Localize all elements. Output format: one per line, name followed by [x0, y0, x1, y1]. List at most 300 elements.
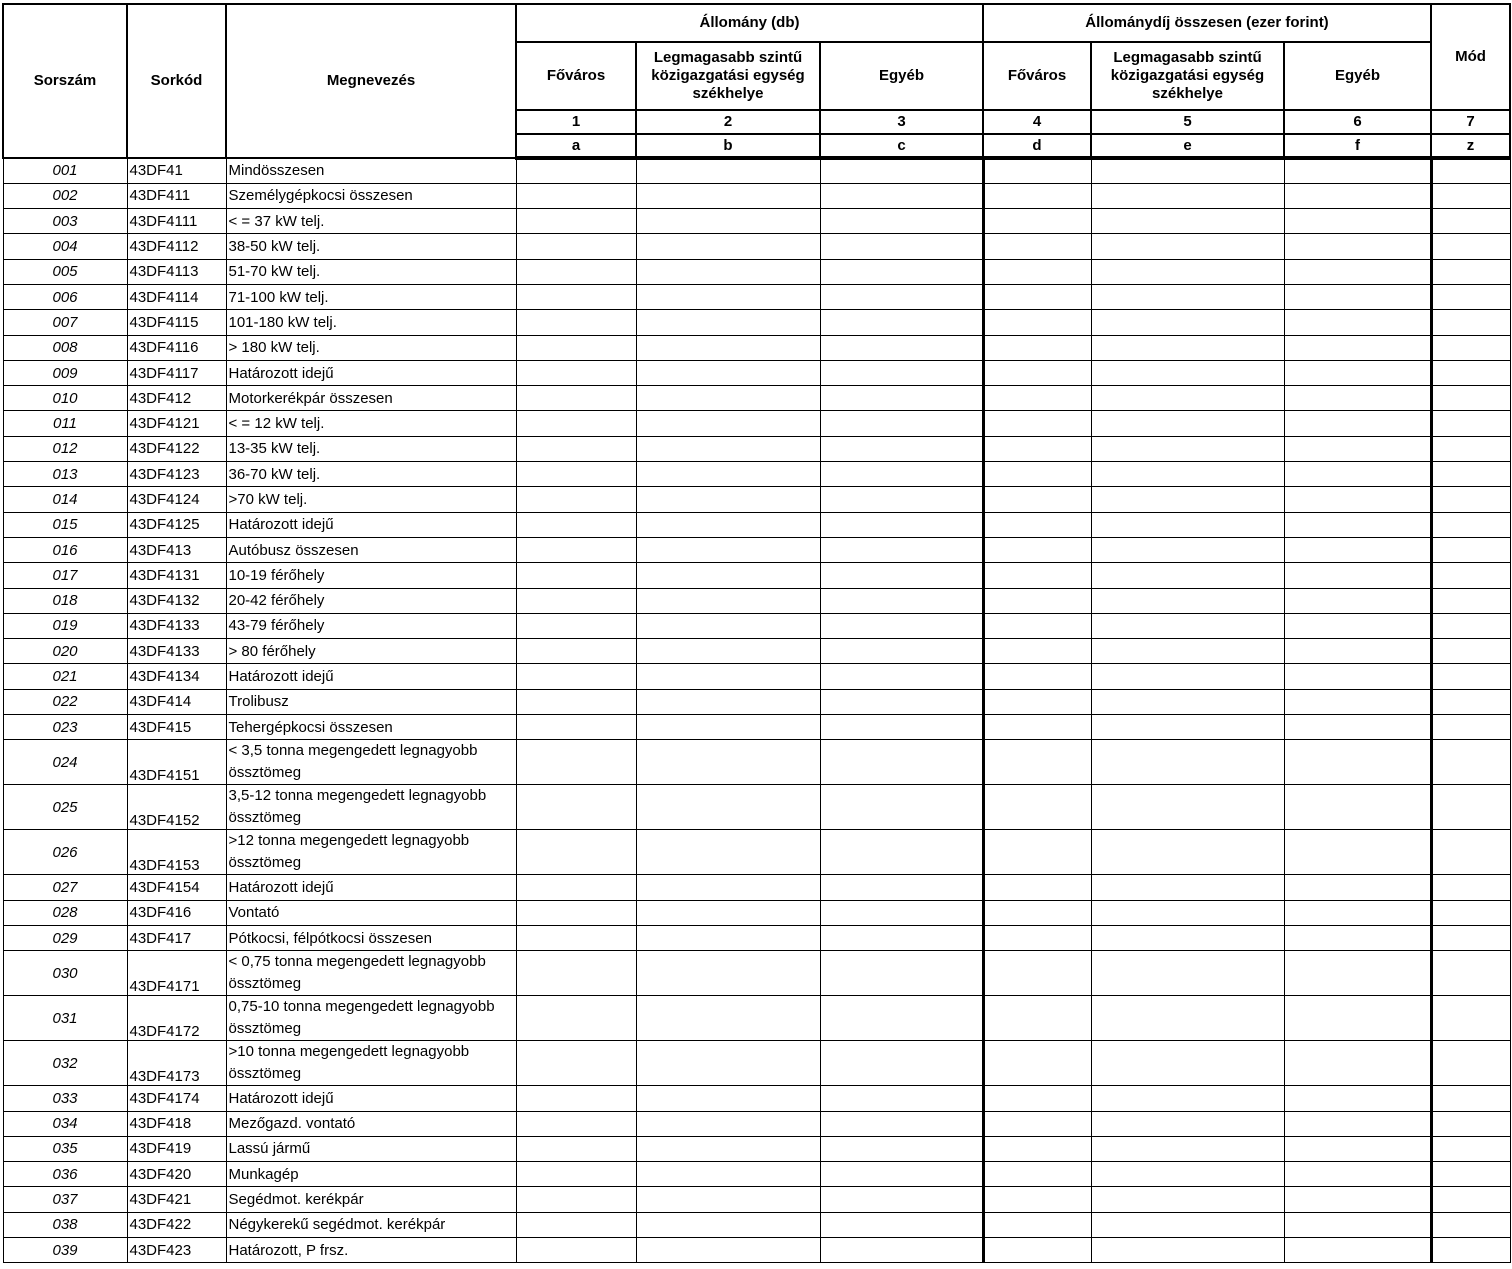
input-cell-egyeb-dij[interactable] — [1284, 875, 1431, 900]
input-cell-egyeb-db[interactable] — [820, 875, 983, 900]
input-cell-fovaros-dij[interactable] — [983, 284, 1091, 309]
input-cell-egyeb-db[interactable] — [820, 284, 983, 309]
input-cell-legmagasabb-dij[interactable] — [1091, 411, 1284, 436]
input-cell-fovaros-db[interactable] — [516, 234, 636, 259]
input-cell-legmagasabb-dij[interactable] — [1091, 563, 1284, 588]
input-cell-mod[interactable] — [1431, 1111, 1510, 1136]
input-cell-legmagasabb-db[interactable] — [636, 689, 820, 714]
input-cell-fovaros-dij[interactable] — [983, 1162, 1091, 1187]
input-cell-legmagasabb-db[interactable] — [636, 310, 820, 335]
input-cell-legmagasabb-dij[interactable] — [1091, 209, 1284, 234]
input-cell-fovaros-db[interactable] — [516, 462, 636, 487]
input-cell-fovaros-dij[interactable] — [983, 925, 1091, 950]
input-cell-legmagasabb-dij[interactable] — [1091, 183, 1284, 208]
input-cell-fovaros-db[interactable] — [516, 875, 636, 900]
input-cell-legmagasabb-db[interactable] — [636, 1086, 820, 1111]
input-cell-mod[interactable] — [1431, 1041, 1510, 1086]
input-cell-mod[interactable] — [1431, 411, 1510, 436]
input-cell-egyeb-dij[interactable] — [1284, 487, 1431, 512]
input-cell-fovaros-db[interactable] — [516, 563, 636, 588]
input-cell-legmagasabb-db[interactable] — [636, 537, 820, 562]
input-cell-legmagasabb-dij[interactable] — [1091, 1162, 1284, 1187]
input-cell-legmagasabb-dij[interactable] — [1091, 1136, 1284, 1161]
input-cell-egyeb-db[interactable] — [820, 715, 983, 740]
input-cell-egyeb-dij[interactable] — [1284, 951, 1431, 996]
input-cell-legmagasabb-dij[interactable] — [1091, 588, 1284, 613]
input-cell-fovaros-dij[interactable] — [983, 310, 1091, 335]
input-cell-egyeb-db[interactable] — [820, 335, 983, 360]
input-cell-fovaros-dij[interactable] — [983, 1041, 1091, 1086]
input-cell-egyeb-dij[interactable] — [1284, 537, 1431, 562]
input-cell-legmagasabb-db[interactable] — [636, 436, 820, 461]
input-cell-legmagasabb-dij[interactable] — [1091, 335, 1284, 360]
input-cell-fovaros-dij[interactable] — [983, 1187, 1091, 1212]
input-cell-legmagasabb-dij[interactable] — [1091, 436, 1284, 461]
input-cell-egyeb-dij[interactable] — [1284, 1136, 1431, 1161]
input-cell-mod[interactable] — [1431, 537, 1510, 562]
row-sorkod: 43DF423 — [127, 1238, 226, 1263]
input-cell-mod[interactable] — [1431, 234, 1510, 259]
input-cell-egyeb-dij[interactable] — [1284, 900, 1431, 925]
input-cell-legmagasabb-dij[interactable] — [1091, 487, 1284, 512]
input-cell-fovaros-dij[interactable] — [983, 875, 1091, 900]
input-cell-fovaros-dij[interactable] — [983, 537, 1091, 562]
input-cell-fovaros-db[interactable] — [516, 1212, 636, 1237]
input-cell-egyeb-db[interactable] — [820, 436, 983, 461]
input-cell-fovaros-db[interactable] — [516, 925, 636, 950]
input-cell-fovaros-db[interactable] — [516, 1238, 636, 1263]
input-cell-egyeb-dij[interactable] — [1284, 259, 1431, 284]
input-cell-fovaros-dij[interactable] — [983, 209, 1091, 234]
input-cell-egyeb-db[interactable] — [820, 259, 983, 284]
input-cell-mod[interactable] — [1431, 436, 1510, 461]
input-cell-egyeb-db[interactable] — [820, 1238, 983, 1263]
input-cell-egyeb-db[interactable] — [820, 1086, 983, 1111]
input-cell-mod[interactable] — [1431, 830, 1510, 875]
input-cell-fovaros-db[interactable] — [516, 830, 636, 875]
input-cell-fovaros-dij[interactable] — [983, 462, 1091, 487]
input-cell-egyeb-dij[interactable] — [1284, 740, 1431, 785]
input-cell-fovaros-dij[interactable] — [983, 900, 1091, 925]
input-cell-fovaros-dij[interactable] — [983, 785, 1091, 830]
input-cell-legmagasabb-db[interactable] — [636, 158, 820, 183]
table-row — [3, 259, 1510, 284]
input-cell-fovaros-db[interactable] — [516, 1136, 636, 1161]
input-cell-fovaros-dij[interactable] — [983, 563, 1091, 588]
input-cell-legmagasabb-db[interactable] — [636, 563, 820, 588]
input-cell-fovaros-dij[interactable] — [983, 234, 1091, 259]
input-cell-mod[interactable] — [1431, 1238, 1510, 1263]
input-cell-fovaros-db[interactable] — [516, 1111, 636, 1136]
input-cell-legmagasabb-dij[interactable] — [1091, 996, 1284, 1041]
input-cell-fovaros-dij[interactable] — [983, 259, 1091, 284]
input-cell-egyeb-dij[interactable] — [1284, 925, 1431, 950]
input-cell-mod[interactable] — [1431, 563, 1510, 588]
input-cell-legmagasabb-db[interactable] — [636, 1111, 820, 1136]
input-cell-fovaros-dij[interactable] — [983, 1212, 1091, 1237]
input-cell-fovaros-db[interactable] — [516, 1041, 636, 1086]
input-cell-mod[interactable] — [1431, 1187, 1510, 1212]
input-cell-legmagasabb-dij[interactable] — [1091, 1086, 1284, 1111]
input-cell-mod[interactable] — [1431, 785, 1510, 830]
row-sorkod: 43DF4124 — [127, 487, 226, 512]
input-cell-legmagasabb-dij[interactable] — [1091, 284, 1284, 309]
input-cell-legmagasabb-db[interactable] — [636, 1041, 820, 1086]
input-cell-legmagasabb-db[interactable] — [636, 386, 820, 411]
input-cell-legmagasabb-dij[interactable] — [1091, 740, 1284, 785]
input-cell-mod[interactable] — [1431, 1162, 1510, 1187]
row-sorszam: 035 — [3, 1136, 127, 1161]
col-letter-z: z — [1431, 134, 1510, 158]
input-cell-mod[interactable] — [1431, 512, 1510, 537]
input-cell-legmagasabb-dij[interactable] — [1091, 1238, 1284, 1263]
input-cell-egyeb-dij[interactable] — [1284, 360, 1431, 385]
row-sorkod: 43DF4154 — [127, 875, 226, 900]
input-cell-legmagasabb-db[interactable] — [636, 588, 820, 613]
input-cell-mod[interactable] — [1431, 1086, 1510, 1111]
input-cell-legmagasabb-db[interactable] — [636, 785, 820, 830]
input-cell-egyeb-db[interactable] — [820, 158, 983, 183]
input-cell-egyeb-db[interactable] — [820, 1041, 983, 1086]
input-cell-egyeb-dij[interactable] — [1284, 996, 1431, 1041]
input-cell-egyeb-db[interactable] — [820, 209, 983, 234]
input-cell-legmagasabb-dij[interactable] — [1091, 951, 1284, 996]
input-cell-egyeb-dij[interactable] — [1284, 158, 1431, 183]
input-cell-egyeb-db[interactable] — [820, 386, 983, 411]
input-cell-fovaros-db[interactable] — [516, 158, 636, 183]
row-megnevezes: Határozott idejű — [226, 875, 516, 900]
input-cell-egyeb-db[interactable] — [820, 234, 983, 259]
input-cell-mod[interactable] — [1431, 284, 1510, 309]
input-cell-egyeb-db[interactable] — [820, 310, 983, 335]
input-cell-mod[interactable] — [1431, 335, 1510, 360]
input-cell-egyeb-dij[interactable] — [1284, 563, 1431, 588]
input-cell-legmagasabb-db[interactable] — [636, 1238, 820, 1263]
input-cell-fovaros-dij[interactable] — [983, 588, 1091, 613]
input-cell-legmagasabb-dij[interactable] — [1091, 900, 1284, 925]
input-cell-egyeb-db[interactable] — [820, 613, 983, 638]
input-cell-legmagasabb-dij[interactable] — [1091, 158, 1284, 183]
input-cell-fovaros-dij[interactable] — [983, 639, 1091, 664]
input-cell-egyeb-dij[interactable] — [1284, 689, 1431, 714]
input-cell-legmagasabb-db[interactable] — [636, 183, 820, 208]
input-cell-fovaros-dij[interactable] — [983, 996, 1091, 1041]
input-cell-fovaros-db[interactable] — [516, 487, 636, 512]
input-cell-legmagasabb-db[interactable] — [636, 875, 820, 900]
input-cell-egyeb-dij[interactable] — [1284, 1212, 1431, 1237]
input-cell-egyeb-db[interactable] — [820, 563, 983, 588]
input-cell-egyeb-db[interactable] — [820, 183, 983, 208]
input-cell-egyeb-db[interactable] — [820, 785, 983, 830]
input-cell-fovaros-db[interactable] — [516, 996, 636, 1041]
input-cell-egyeb-dij[interactable] — [1284, 1111, 1431, 1136]
input-cell-fovaros-db[interactable] — [516, 360, 636, 385]
input-cell-egyeb-db[interactable] — [820, 689, 983, 714]
input-cell-egyeb-dij[interactable] — [1284, 1162, 1431, 1187]
input-cell-egyeb-dij[interactable] — [1284, 209, 1431, 234]
input-cell-legmagasabb-dij[interactable] — [1091, 689, 1284, 714]
input-cell-egyeb-db[interactable] — [820, 360, 983, 385]
input-cell-egyeb-dij[interactable] — [1284, 234, 1431, 259]
input-cell-mod[interactable] — [1431, 664, 1510, 689]
input-cell-fovaros-db[interactable] — [516, 900, 636, 925]
input-cell-fovaros-dij[interactable] — [983, 613, 1091, 638]
input-cell-egyeb-db[interactable] — [820, 537, 983, 562]
input-cell-egyeb-db[interactable] — [820, 830, 983, 875]
input-cell-fovaros-db[interactable] — [516, 1187, 636, 1212]
input-cell-legmagasabb-dij[interactable] — [1091, 259, 1284, 284]
input-cell-fovaros-db[interactable] — [516, 715, 636, 740]
input-cell-fovaros-dij[interactable] — [983, 689, 1091, 714]
input-cell-fovaros-db[interactable] — [516, 259, 636, 284]
input-cell-legmagasabb-dij[interactable] — [1091, 1111, 1284, 1136]
input-cell-legmagasabb-dij[interactable] — [1091, 715, 1284, 740]
table-row — [3, 715, 1510, 740]
row-megnevezes: Mezőgazd. vontató — [226, 1111, 516, 1136]
input-cell-fovaros-db[interactable] — [516, 436, 636, 461]
table-row — [3, 830, 1510, 875]
input-cell-fovaros-db[interactable] — [516, 209, 636, 234]
input-cell-mod[interactable] — [1431, 588, 1510, 613]
input-cell-egyeb-db[interactable] — [820, 996, 983, 1041]
input-cell-mod[interactable] — [1431, 613, 1510, 638]
input-cell-legmagasabb-db[interactable] — [636, 715, 820, 740]
input-cell-legmagasabb-db[interactable] — [636, 664, 820, 689]
row-megnevezes: Négykerekű segédmot. kerékpár — [226, 1212, 516, 1237]
input-cell-egyeb-dij[interactable] — [1284, 411, 1431, 436]
input-cell-egyeb-db[interactable] — [820, 639, 983, 664]
input-cell-fovaros-db[interactable] — [516, 639, 636, 664]
row-megnevezes: Segédmot. kerékpár — [226, 1187, 516, 1212]
input-cell-egyeb-dij[interactable] — [1284, 639, 1431, 664]
row-megnevezes: Tehergépkocsi összesen — [226, 715, 516, 740]
input-cell-fovaros-dij[interactable] — [983, 411, 1091, 436]
input-cell-mod[interactable] — [1431, 951, 1510, 996]
input-cell-fovaros-dij[interactable] — [983, 158, 1091, 183]
input-cell-fovaros-db[interactable] — [516, 664, 636, 689]
input-cell-fovaros-dij[interactable] — [983, 1111, 1091, 1136]
table-row — [3, 1086, 1510, 1111]
input-cell-fovaros-db[interactable] — [516, 1162, 636, 1187]
input-cell-egyeb-db[interactable] — [820, 1136, 983, 1161]
input-cell-fovaros-db[interactable] — [516, 785, 636, 830]
input-cell-legmagasabb-db[interactable] — [636, 487, 820, 512]
input-cell-mod[interactable] — [1431, 740, 1510, 785]
col-letter-b: b — [636, 134, 820, 158]
input-cell-mod[interactable] — [1431, 900, 1510, 925]
input-cell-egyeb-dij[interactable] — [1284, 512, 1431, 537]
input-cell-fovaros-dij[interactable] — [983, 740, 1091, 785]
input-cell-egyeb-db[interactable] — [820, 512, 983, 537]
input-cell-fovaros-db[interactable] — [516, 537, 636, 562]
row-megnevezes: Határozott, P frsz. — [226, 1238, 516, 1263]
input-cell-egyeb-db[interactable] — [820, 740, 983, 785]
input-cell-legmagasabb-db[interactable] — [636, 925, 820, 950]
input-cell-fovaros-db[interactable] — [516, 386, 636, 411]
input-cell-legmagasabb-dij[interactable] — [1091, 512, 1284, 537]
header-sorszam: Sorszám — [3, 4, 127, 158]
input-cell-legmagasabb-dij[interactable] — [1091, 386, 1284, 411]
input-cell-egyeb-db[interactable] — [820, 1212, 983, 1237]
input-cell-egyeb-db[interactable] — [820, 588, 983, 613]
input-cell-fovaros-dij[interactable] — [983, 183, 1091, 208]
input-cell-mod[interactable] — [1431, 209, 1510, 234]
input-cell-legmagasabb-db[interactable] — [636, 951, 820, 996]
input-cell-fovaros-db[interactable] — [516, 310, 636, 335]
input-cell-egyeb-dij[interactable] — [1284, 284, 1431, 309]
input-cell-egyeb-db[interactable] — [820, 462, 983, 487]
input-cell-fovaros-dij[interactable] — [983, 664, 1091, 689]
input-cell-legmagasabb-db[interactable] — [636, 209, 820, 234]
input-cell-fovaros-dij[interactable] — [983, 487, 1091, 512]
row-sorszam: 004 — [3, 234, 127, 259]
input-cell-mod[interactable] — [1431, 689, 1510, 714]
input-cell-egyeb-db[interactable] — [820, 1111, 983, 1136]
input-cell-mod[interactable] — [1431, 386, 1510, 411]
input-cell-legmagasabb-db[interactable] — [636, 1212, 820, 1237]
input-cell-mod[interactable] — [1431, 1212, 1510, 1237]
input-cell-legmagasabb-dij[interactable] — [1091, 310, 1284, 335]
input-cell-mod[interactable] — [1431, 639, 1510, 664]
input-cell-egyeb-dij[interactable] — [1284, 715, 1431, 740]
input-cell-egyeb-dij[interactable] — [1284, 785, 1431, 830]
input-cell-legmagasabb-db[interactable] — [636, 1187, 820, 1212]
input-cell-fovaros-dij[interactable] — [983, 951, 1091, 996]
input-cell-legmagasabb-dij[interactable] — [1091, 875, 1284, 900]
input-cell-legmagasabb-db[interactable] — [636, 1136, 820, 1161]
input-cell-legmagasabb-db[interactable] — [636, 284, 820, 309]
input-cell-fovaros-db[interactable] — [516, 512, 636, 537]
input-cell-legmagasabb-db[interactable] — [636, 411, 820, 436]
input-cell-egyeb-dij[interactable] — [1284, 1187, 1431, 1212]
input-cell-fovaros-dij[interactable] — [983, 715, 1091, 740]
input-cell-legmagasabb-db[interactable] — [636, 259, 820, 284]
input-cell-fovaros-dij[interactable] — [983, 436, 1091, 461]
input-cell-fovaros-dij[interactable] — [983, 1136, 1091, 1161]
input-cell-mod[interactable] — [1431, 1136, 1510, 1161]
input-cell-egyeb-db[interactable] — [820, 900, 983, 925]
input-cell-egyeb-dij[interactable] — [1284, 335, 1431, 360]
input-cell-legmagasabb-dij[interactable] — [1091, 639, 1284, 664]
input-cell-legmagasabb-dij[interactable] — [1091, 537, 1284, 562]
input-cell-fovaros-db[interactable] — [516, 951, 636, 996]
input-cell-egyeb-db[interactable] — [820, 1162, 983, 1187]
input-cell-legmagasabb-dij[interactable] — [1091, 830, 1284, 875]
input-cell-legmagasabb-db[interactable] — [636, 462, 820, 487]
input-cell-egyeb-dij[interactable] — [1284, 1238, 1431, 1263]
input-cell-fovaros-db[interactable] — [516, 1086, 636, 1111]
input-cell-mod[interactable] — [1431, 259, 1510, 284]
input-cell-fovaros-db[interactable] — [516, 613, 636, 638]
input-cell-egyeb-db[interactable] — [820, 1187, 983, 1212]
table-row — [3, 284, 1510, 309]
row-sorkod: 43DF419 — [127, 1136, 226, 1161]
input-cell-legmagasabb-dij[interactable] — [1091, 925, 1284, 950]
row-sorkod: 43DF4133 — [127, 639, 226, 664]
input-cell-fovaros-db[interactable] — [516, 411, 636, 436]
input-cell-legmagasabb-dij[interactable] — [1091, 785, 1284, 830]
input-cell-mod[interactable] — [1431, 875, 1510, 900]
input-cell-egyeb-dij[interactable] — [1284, 1041, 1431, 1086]
input-cell-mod[interactable] — [1431, 715, 1510, 740]
input-cell-egyeb-dij[interactable] — [1284, 436, 1431, 461]
input-cell-egyeb-dij[interactable] — [1284, 462, 1431, 487]
input-cell-legmagasabb-dij[interactable] — [1091, 1041, 1284, 1086]
input-cell-egyeb-db[interactable] — [820, 664, 983, 689]
input-cell-egyeb-db[interactable] — [820, 951, 983, 996]
input-cell-fovaros-db[interactable] — [516, 183, 636, 208]
row-megnevezes: 10-19 férőhely — [226, 563, 516, 588]
input-cell-egyeb-dij[interactable] — [1284, 588, 1431, 613]
input-cell-fovaros-dij[interactable] — [983, 1086, 1091, 1111]
input-cell-fovaros-dij[interactable] — [983, 386, 1091, 411]
input-cell-legmagasabb-dij[interactable] — [1091, 613, 1284, 638]
input-cell-legmagasabb-db[interactable] — [636, 234, 820, 259]
input-cell-egyeb-db[interactable] — [820, 411, 983, 436]
input-cell-fovaros-dij[interactable] — [983, 830, 1091, 875]
input-cell-egyeb-db[interactable] — [820, 487, 983, 512]
input-cell-legmagasabb-db[interactable] — [636, 740, 820, 785]
row-sorkod: 43DF4123 — [127, 462, 226, 487]
input-cell-legmagasabb-db[interactable] — [636, 360, 820, 385]
input-cell-egyeb-dij[interactable] — [1284, 1086, 1431, 1111]
input-cell-legmagasabb-db[interactable] — [636, 996, 820, 1041]
input-cell-mod[interactable] — [1431, 462, 1510, 487]
input-cell-legmagasabb-db[interactable] — [636, 639, 820, 664]
input-cell-egyeb-dij[interactable] — [1284, 310, 1431, 335]
input-cell-legmagasabb-db[interactable] — [636, 512, 820, 537]
input-cell-fovaros-db[interactable] — [516, 740, 636, 785]
input-cell-fovaros-db[interactable] — [516, 335, 636, 360]
input-cell-fovaros-dij[interactable] — [983, 360, 1091, 385]
input-cell-legmagasabb-db[interactable] — [636, 1162, 820, 1187]
input-cell-mod[interactable] — [1431, 996, 1510, 1041]
input-cell-egyeb-dij[interactable] — [1284, 830, 1431, 875]
row-sorkod: 43DF4171 — [127, 951, 226, 996]
input-cell-legmagasabb-dij[interactable] — [1091, 234, 1284, 259]
input-cell-mod[interactable] — [1431, 183, 1510, 208]
input-cell-legmagasabb-dij[interactable] — [1091, 360, 1284, 385]
input-cell-mod[interactable] — [1431, 360, 1510, 385]
input-cell-legmagasabb-db[interactable] — [636, 830, 820, 875]
input-cell-mod[interactable] — [1431, 158, 1510, 183]
input-cell-legmagasabb-dij[interactable] — [1091, 462, 1284, 487]
input-cell-egyeb-db[interactable] — [820, 925, 983, 950]
input-cell-mod[interactable] — [1431, 310, 1510, 335]
input-cell-fovaros-dij[interactable] — [983, 512, 1091, 537]
input-cell-egyeb-dij[interactable] — [1284, 613, 1431, 638]
input-cell-legmagasabb-db[interactable] — [636, 900, 820, 925]
input-cell-egyeb-dij[interactable] — [1284, 183, 1431, 208]
input-cell-fovaros-dij[interactable] — [983, 1238, 1091, 1263]
input-cell-egyeb-dij[interactable] — [1284, 386, 1431, 411]
input-cell-fovaros-db[interactable] — [516, 689, 636, 714]
input-cell-legmagasabb-dij[interactable] — [1091, 664, 1284, 689]
input-cell-legmagasabb-dij[interactable] — [1091, 1212, 1284, 1237]
input-cell-mod[interactable] — [1431, 925, 1510, 950]
table-row — [3, 487, 1510, 512]
row-megnevezes: Munkagép — [226, 1162, 516, 1187]
input-cell-fovaros-dij[interactable] — [983, 335, 1091, 360]
input-cell-fovaros-db[interactable] — [516, 284, 636, 309]
input-cell-legmagasabb-db[interactable] — [636, 335, 820, 360]
input-cell-mod[interactable] — [1431, 487, 1510, 512]
input-cell-legmagasabb-db[interactable] — [636, 613, 820, 638]
row-sorkod: 43DF422 — [127, 1212, 226, 1237]
input-cell-egyeb-dij[interactable] — [1284, 664, 1431, 689]
input-cell-fovaros-db[interactable] — [516, 588, 636, 613]
input-cell-legmagasabb-dij[interactable] — [1091, 1187, 1284, 1212]
